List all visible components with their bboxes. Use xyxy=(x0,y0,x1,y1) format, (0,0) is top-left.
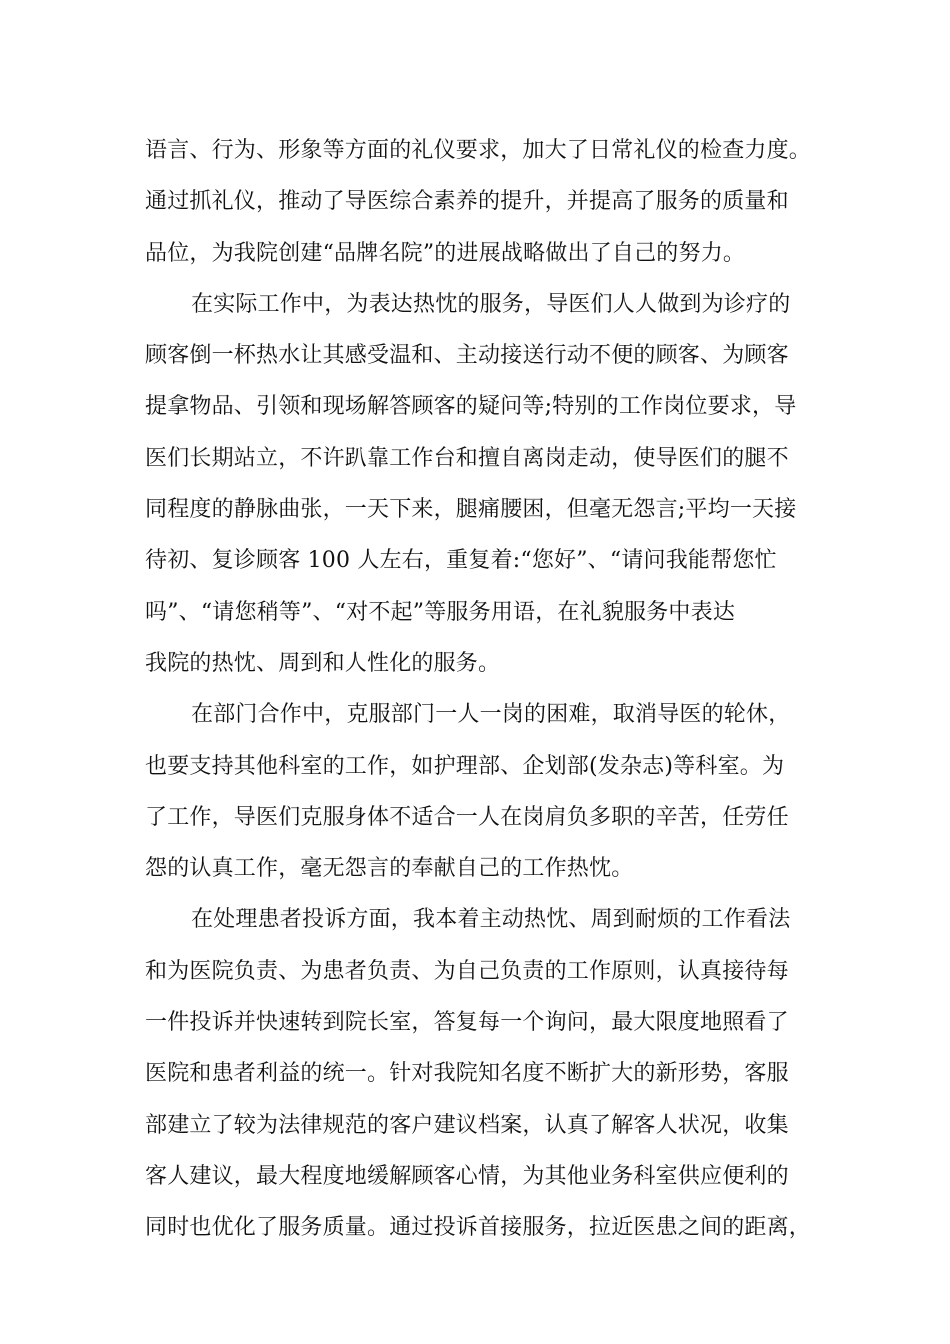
paragraph-complaint-handling xyxy=(145,894,825,1253)
text-line: 在实际工作中，为表达热忱的服务，导医们人人做到为诊疗的 xyxy=(191,291,791,317)
text-line: 和为医院负责、为患者负责、为自己负责的工作原则，认真接待每 xyxy=(145,958,789,984)
paragraph-etiquette xyxy=(145,125,825,279)
text-line: 同时也优化了服务质量。通过投诉首接服务，拉近医患之间的距离， xyxy=(145,1215,812,1241)
text-line: 品位，为我院创建“品牌名院”的进展战略做出了自己的努力。 xyxy=(145,240,746,266)
text-line: 通过抓礼仪，推动了导医综合素养的提升，并提高了服务的质量和 xyxy=(145,189,789,215)
text-line: 部建立了较为法律规范的客户建议档案，认真了解客人状况，收集 xyxy=(145,1112,789,1138)
document-body xyxy=(145,125,825,1254)
text-line: 我院的热忱、周到和人性化的服务。 xyxy=(145,650,501,676)
text-line: 同程度的静脉曲张，一天下来，腿痛腰困，但毫无怨言;平均一天接 xyxy=(145,497,797,523)
text-line: 在处理患者投诉方面，我本着主动热忱、周到耐烦的工作看法 xyxy=(191,907,791,933)
text-line: 语言、行为、形象等方面的礼仪要求，加大了日常礼仪的检查力度。 xyxy=(145,138,812,163)
text-line: 了工作，导医们克服身体不适合一人在岗肩负多职的辛苦，任劳任 xyxy=(145,804,789,830)
text-line: 顾客倒一杯热水让其感受温和、主动接送行动不便的顾客、为顾客 xyxy=(145,343,789,369)
text-line: 吗”、“请您稍等”、“对不起”等服务用语，在礼貌服务中表达 xyxy=(145,599,736,625)
text-line: 提拿物品、引领和现场解答顾客的疑问等;特别的工作岗位要求，导 xyxy=(145,394,797,420)
text-line: 在部门合作中，克服部门一人一岗的困难，取消导医的轮休， xyxy=(191,702,791,728)
paragraph-department-cooperation xyxy=(145,689,825,894)
paragraph-practical-work xyxy=(145,279,825,689)
text-line: 也要支持其他科室的工作，如护理部、企划部(发杂志)等科室。为 xyxy=(145,753,785,779)
text-line: 医院和患者利益的统一。针对我院知名度不断扩大的新形势，客服 xyxy=(145,1061,789,1087)
text-line: 怨的认真工作，毫无怨言的奉献自己的工作热忱。 xyxy=(145,856,634,882)
text-line: 客人建议，最大程度地缓解顾客心情，为其他业务科室供应便利的 xyxy=(145,1163,789,1189)
text-line: 医们长期站立，不许趴靠工作台和擅自离岗走动，使导医们的腿不 xyxy=(145,445,789,471)
text-line: 待初、复诊顾客 100 人左右，重复着:“您好”、“请问我能帮您忙 xyxy=(145,548,777,574)
text-line: 一件投诉并快速转到院长室，答复每一个询问，最大限度地照看了 xyxy=(145,1010,789,1036)
